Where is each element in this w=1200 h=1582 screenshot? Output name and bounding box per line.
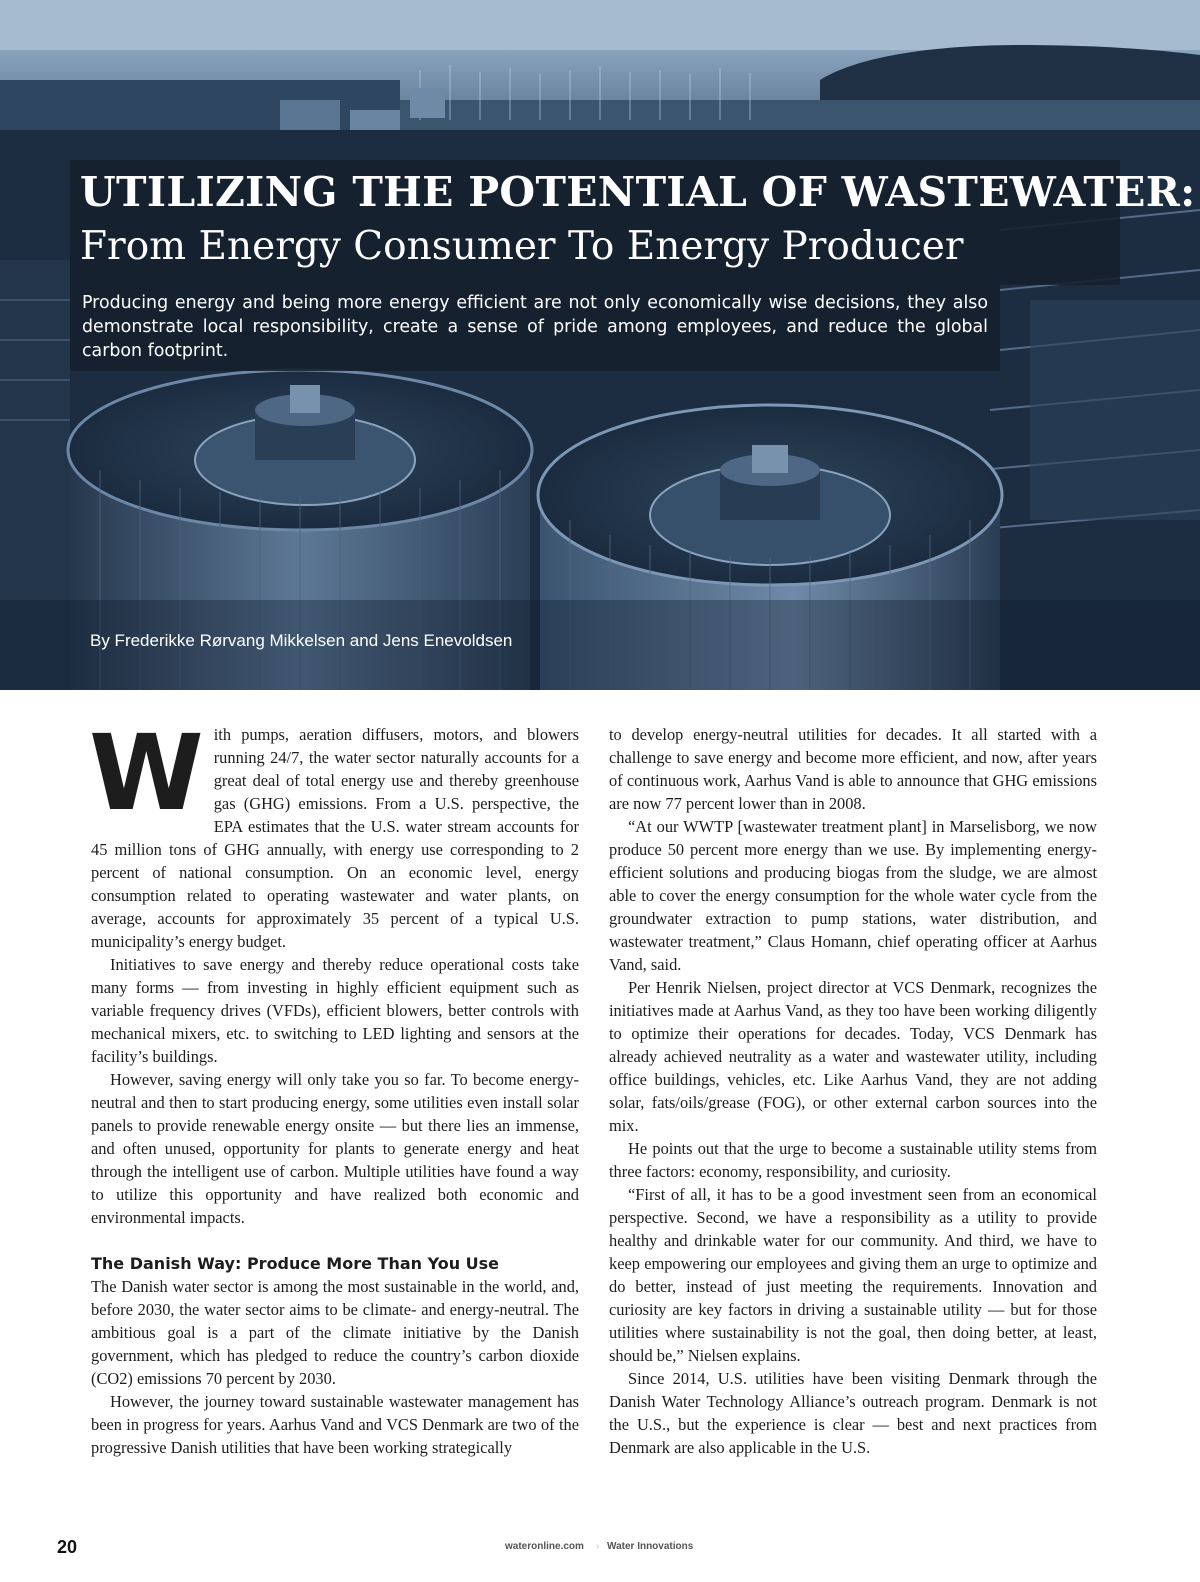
title-box	[70, 160, 1196, 285]
article-title: UTILIZING THE POTENTIAL OF WASTEWATER:	[80, 168, 1196, 216]
article-deck: Producing energy and being more energy efficient are not only economically wise decisions, they also demonstrate local responsibility, create a sense of pride among employees, and reduce the global carbon footprint.	[82, 293, 988, 361]
section-heading: The Danish Way: Produce More Than You Use	[91, 1254, 500, 1273]
paragraph: “At our WWTP [wastewater treatment plant] in Marselisborg, we now produce 50 percent more energy than we use. By implementing energy-efficient solutions and producing biogas from the sludge, we are almost able to cover the energy consumption for the whole water cycle from the groundwater extraction to pump stations, water distribution, and wastewater treatment,” Claus Homann, chief operating officer at Aarhus Vand, said.	[609, 817, 1097, 974]
hero-photo	[0, 0, 1200, 690]
article-subtitle: From Energy Consumer To Energy Producer	[80, 224, 964, 269]
paragraph: He points out that the urge to become a sustainable utility stems from three factors: economy, responsibility, and curiosity.	[609, 1139, 1097, 1181]
paragraph	[89, 712, 579, 953]
paragraph: However, the journey toward sustainable wastewater management has been in progress for years. Aarhus Vand and VCS Denmark are two of the progressive Danish utilities that have been working strategically	[91, 1392, 579, 1457]
paragraph-text: ith pumps, aeration diffusers, motors, and blowers running 24/7, the water sector naturally accounts for a great deal of total energy use and thereby greenhouse gas (GHG) emissions. From a U.S. perspective, the EPA estimates that the U.S. water stream accounts for 45 million tons of GHG annually, with energy use corresponding to 2 percent of national consumption. On an economic level, energy consumption related to operating wastewater and water plants, on average, accounts for approximately 35 percent of a typical U.S. municipality’s energy budget.	[91, 725, 579, 951]
footer-site-link[interactable]: wateronline.com	[505, 1541, 584, 1552]
drop-cap: W	[89, 712, 204, 834]
paragraph: Initiatives to save energy and thereby reduce operational costs take many forms — from investing in highly efficient equipment such as variable frequency drives (VFDs), efficient blowers, better controls with mechanical mixers, etc. to switching to LED lighting and sensors at the facility’s buildings.	[91, 955, 579, 1066]
paragraph: to develop energy-neutral utilities for decades. It all started with a challenge to save energy and become more efficient, and now, after years of continuous work, Aarhus Vand is able to announce that GHG emissions are now 77 percent lower than in 2008.	[609, 725, 1097, 813]
page-number: 20	[57, 1537, 78, 1557]
paragraph: However, saving energy will only take you so far. To become energy-neutral and then to start producing energy, some utilities even install solar panels to provide renewable energy onsite — but there lies an immense, and often unused, opportunity for plants to generate energy and heat through the intelligent use of carbon. Multiple utilities have found a way to utilize this opportunity and have realized both economic and environmental impacts.	[91, 1070, 579, 1227]
paragraph: “First of all, it has to be a good investment seen from an economical perspective. Second, we have a responsibility as a utility to provide healthy and drinkable water for our community. And third, we have to keep empowering our employees and giving them an urge to optimize and do better, instead of just meeting the requirements. Innovation and curiosity are key factors in driving a sustainable utility — but for those utilities where sustainability is not the goal, then doing better, at least, should be,” Nielsen explains.	[609, 1185, 1097, 1365]
paragraph: Per Henrik Nielsen, project director at VCS Denmark, recognizes the initiatives made at Aarhus Vand, as they too have been working diligently to optimize their operations for decades. Today, VCS Denmark has already achieved neutrality as a water and wastewater utility, including office buildings, vehicles, etc. Like Aarhus Vand, they are not adding solar, fats/oils/grease (FOG), or other external carbon sources into the mix.	[609, 978, 1097, 1135]
column-right	[609, 723, 1097, 1459]
paragraph: Since 2014, U.S. utilities have been visiting Denmark through the Danish Water Technology Alliance’s outreach program. Denmark is not the U.S., but the experience is clear — best and next practices from Denmark are also applicable in the U.S.	[609, 1369, 1097, 1457]
paragraph: The Danish water sector is among the most sustainable in the world, and, before 2030, the water sector aims to be climate- and energy-neutral. The ambitious goal is a part of the climate initiative by the Danish government, which has pledged to reduce the country’s carbon dioxide (CO2) emissions 70 percent by 2030.	[91, 1277, 579, 1388]
column-left	[89, 712, 579, 1459]
footer-separator-icon: ›	[596, 1541, 600, 1552]
footer-publication: Water Innovations	[607, 1541, 694, 1552]
byline: By Frederikke Rørvang Mikkelsen and Jens Enevoldsen	[90, 631, 513, 650]
deck-box	[70, 285, 1000, 371]
